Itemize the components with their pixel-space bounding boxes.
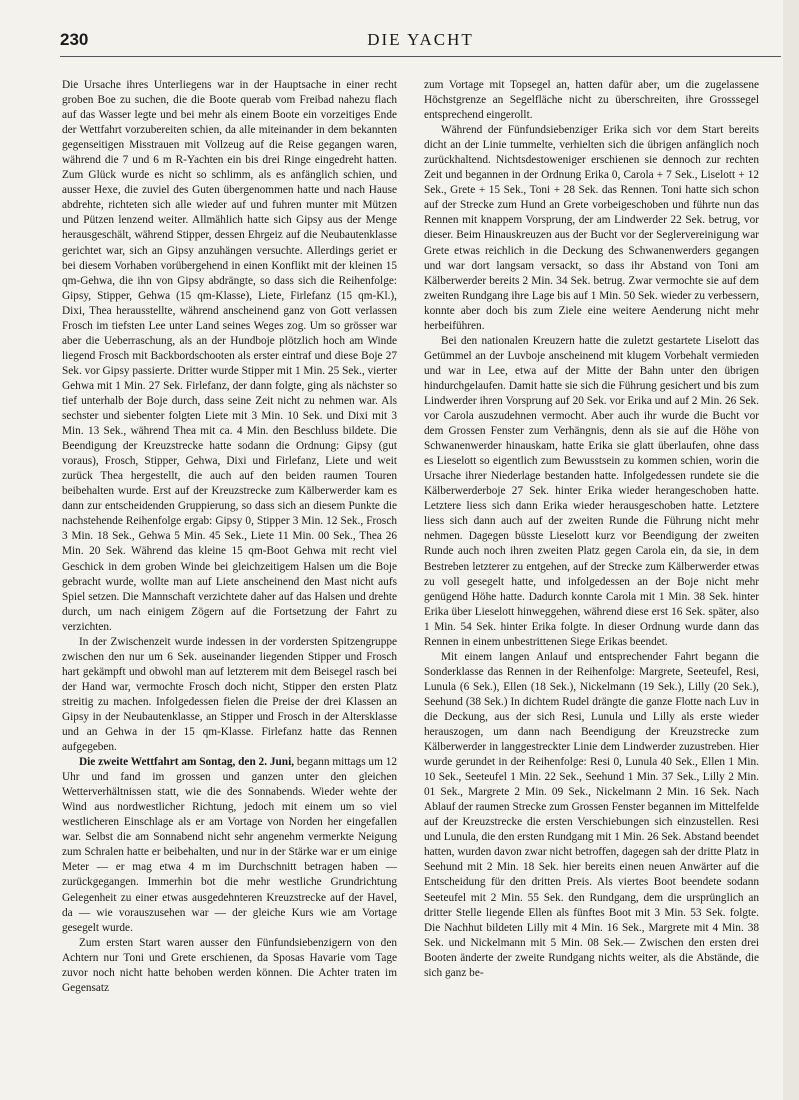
paragraph: Zum ersten Start waren ausser den Fünfundsiebenzigern von den Achtern nur Toni und Grete erschienen, da Sposas Havarie vom Tage zuvor noch nicht hatte behoben werden können. Die Achter traten im Gegensatz xyxy=(62,936,397,994)
paragraph: Mit einem langen Anlauf und entsprechender Fahrt begann die Sonderklasse das Rennen in der Reihenfolge: Margrete, Seeteufel, Resi, Lunula (6 Sek.), Ellen (18 Sek.), Nickelmann (19 Sek.), Lilly (20 Sek.), Seehund (38 Sek.) In dichtem Rudel drängte die ganze Flotte nach Luv in die Deckung, aus der sich Resi, Lunula und Lilly als erste wieder herauszogen, um dann nach Beendigung der Kreuzstrecke zum Kälberwerder in langgestreckter Linie dem Lindwerder zuzustreben. Hier wurde gerundet in der Reihenfolge: Resi 0, Lunula 40 Sek., Ellen 1 Min. 10 Sek., Seeteufel 1 Min. 22 Sek., Seehund 1 Min. 37 Sek., Lilly 2 Min. 01 Sek., Margrete 2 Min. 09 Sek., Nickelmann 2 Min. 16 Sek. Nach Ablauf der raumen Strecke zum Grossen Fenster begannen im Mittelfelde auf der Kreuzstrecke die ersten Verschiebungen sich einzustellen. Resi und Lunula, die den ersten Rundgang mit 1 Min. 26 Sek. Abstand beendet hatten, wurden davon zwar nicht betroffen, dagegen sah der dritte Platz in Seehund mit 2 Min. 18 Sek. hier bereits einen neuen Anwärter auf die Entscheidung für den dritten Preis. Als viertes Boot beendete sodann Seeteufel mit 2 Min. 55 Sek. den Rundgang, dem die ursprünglich an dritter Stelle liegende Ellen als fünftes Boot mit 3 Min. 53 Sek. folgte. Die Nachhut bildeten Lilly mit 4 Min. 16 Sek., Margrete mit 4 Min. 38 Sek. und Nickelmann mit 5 Min. 08 Sek.— Zwischen den ersten drei Booten änderte der zweite Rundgang nichts weiter, als die Abstände, die sich ganz be- xyxy=(424,650,759,979)
journal-title: DIE YACHT xyxy=(367,30,474,49)
left-column xyxy=(62,78,397,1088)
right-column xyxy=(424,78,759,1088)
paragraph: Bei den nationalen Kreuzern hatte die zuletzt gestartete Liselott das Getümmel an der Luvboje anscheinend mit klugem Vorbehalt vermieden und war in Lee, etwa auf der Mitte der Bahn unter den übrigen hindurchgelaufen. Damit hatte sie sich die Führung gesichert und bis zum Lindwerder ihren Vorsprung auf 20 Sek. vor Erika und auf 2 Min. 26 Sek. vor Carola auszudehnen vermocht. Aber auch ihr wurde die Bucht vor dem Grossen Fenster zum Verhängnis, denn als sie auf die Höhe von Schwanenwerder hinauskam, hatte Erika sie glatt überlaufen, ohne dass es Lieselott so eigentlich zum Bewusstsein zu kommen schien, worin die Ursache ihrer Niederlage bestanden hatte. Infolgedessen rundete sie die Kälberwerderboje 27 Sek. hinter Erika wieder herangeschoben hatte. Letztere liess sich dann Erika wieder herausgeschoben hatte. Letztere liess sich dann auch auf der zweiten Runde die Führung nicht mehr nehmen. Dagegen büsste Lieselott kurz vor Beendigung der zweiten Runde auch noch ihren zweiten Platz gegen Carola ein, da sie, in dem Bestreben letzterer zu entgehen, auf der Strecke zum Kälberwerder etwas zu voll gesegelt hatte, und infolgedessen an der Boje nicht mehr genügend Höhe hatte. Dadurch konnte Carola mit 1 Min. 38 Sek. hinter Erika über Lieselott hinweggehen, während diese erst 16 Sek. später, also 1 Min. 54 Sek. hinter Erika folgte. In dieser Ordnung wurde dann das Rennen in einem unbestrittenen Siege Erikas beendet. xyxy=(424,334,759,648)
page-number: 230 xyxy=(60,30,89,49)
page-edge xyxy=(783,0,799,1100)
paragraph: Während der Fünfundsiebenziger Erika sich vor dem Start bereits dicht an der Linie tummelte, verhielten sich die übrigen anfänglich noch zurückhaltend. Nichtsdestoweniger erschienen sie dennoch zur rechten Zeit und begannen in der Ordnung Erika 0, Carola + 7 Sek., Liselott + 12 Sek., Grete + 15 Sek., Toni + 28 Sek. das Rennen. Toni hatte sich schon auf der Strecke zum Hund an Grete vorbeigeschoben und führte nun das Rennen mit knappem Vorsprung, der am Lindwerder 22 Sek. betrug, vor dieser. Beim Hinauskreuzen aus der Bucht vor der Seglervereinigung war Grete etwas reichlich in die Deckung des Schwanenwerders gegangen und war dort langsam versackt, so dass ihr Abstand von Toni am Kälberwerder bereits 2 Min. 34 Sek. betrug. Zwar vermochte sie auf dem zweiten Rundgang ihre Lage bis auf 1 Min. 50 Sek. wieder zu verbessern, konnte aber doch bis zum Ziele eine weitere Aenderung nicht mehr herbeiführen. xyxy=(424,124,759,332)
paragraph-text: begann mittags um 12 Uhr und fand im grossen und ganzen unter den gleichen Wetterverhältnissen statt, wie die des Sonnabends. Wieder wehte der Wind aus nordwestlicher Richtung, jedoch mit einem um so viel westlicheren Einschlage als er am Vortage von Norden her eingefallen war. Selbst die am Sonnabend nicht sehr angenehm vermerkte Neigung zum Schralen hatte er beibehalten, und nur in der Stärke war er um einige Meter — er mag etwa 4 m im Durchschnitt betragen haben — zurückgegangen. Immerhin bot die mehr westliche Grundrichtung Gelegenheit zu einer etwas ausgedehnteren Kreuzstrecke auf der Havel, da — wie vorauszusehen war — der gleiche Kurs wie am Vortage gesegelt wurde. xyxy=(62,756,397,934)
paragraph: Die Ursache ihres Unterliegens war in der Hauptsache in einer recht groben Boe zu suchen, die die Boote querab vom Freibad nahezu flach auf das Wasser legte und bei mehr als einem Boote ein vorzeitiges Ende der Wettfahrt vorzubereiten schien, da alle miteinander in dem bekannten gegenseitigen Misstrauen mit Vollzeug auf die Reise gegangen waren, während die 7 und 6 m R-Yachten ein bis drei Ringe eingedreht hatten. Zum Glück wurde es nicht so schlimm, als es anfänglich schien, und ausser Hexe, die zuviel des Guten übergenommen hatte und nach Hause abdrehte, richteten sich alle wieder auf und fuhren munter mit Mützen und Pützen lenzend weiter. Allmählich hatte sich Gipsy aus der Menge herausgeschält, während Stipper, dessen Ehrgeiz auf die Neubautenklasse gerichtet war, sich an Gipsy anzuhängen versuchte. Allerdings geriet er bei diesem Vorhaben vorübergehend in einen Konflikt mit der kleinen 15 qm-Gehwa, die ihn von Gipsy abdrängte, so dass sich die Reihenfolge: Gipsy, Stipper, Gehwa (15 qm-Klasse), Liete, Firlefanz (15 qm-Kl.), Dixi, Thea herausstellte, während anscheinend ganz von Gott verlassen Frosch im tiefsten Lee unter Land seines Weges zog. Um so grösser war aber die Ueberraschung, als an der Hundboje plötzlich hoch am Winde liegend Frosch mit Backbordschooten als erster eintraf und diese Boje 27 Sek. vor Gipsy passierte. Dritter wurde Stipper mit 1 Min. 25 Sek., vierter Gehwa mit 1 Min. 27 Sek. Firlefanz, der dann folgte, ging als nächster so tief unterhalb der Boje durch, dass seine Zeit nicht zu nehmen war. Als sechster und siebenter folgten Liete mit 3 Min. 10 Sek. und Dixi mit 3 Min. 13 Sek., während Thea mit ca. 4 Min. den Beschluss bildete. Die Beendigung der Kreuzstrecke hatte sodann die Ordnung: Gipsy (gut voraus), Frosch, Stipper, Gehwa, Dixi und Firlefanz, Liete und weit zurück Thea hergestellt, die auch auf den beiden raumen Touren beibehalten wurde. Erst auf der Kreuzstrecke zum Kälberwerder kam es dann zur entscheidenden Gruppierung, so dass sich an diesem Punkte die nachstehende Reihenfolge ergab: Gipsy 0, Stipper 3 Min. 12 Sek., Frosch 3 Min. 18 Sek., Gehwa 5 Min. 45 Sek., Liete 11 Min. 00 Sek., Thea 26 Min. 20 Sek. Während das kleine 15 qm-Boot Gehwa mit recht viel Geschick in dem groben Winde bei gleichzeitigem Halsen um die Boje gebracht wurde, wollte man auf Liete anscheinend den Mast nicht aufs Spiel setzen. Die Mannschaft verzichtete daher auf das Halsen und drehte durch, um nach einigem Zögern auf die Fortsetzung der Fahrt zu verzichten. xyxy=(62,79,397,633)
section-heading: Die zweite Wettfahrt am Sontag, den 2. Juni, xyxy=(78,756,295,769)
paragraph: zum Vortage mit Topsegel an, hatten dafür aber, um die zugelassene Höchstgrenze an Segelfläche nicht zu überschreiten, ihre Grosssegel entsprechend eingerollt. xyxy=(424,79,759,122)
paragraph: In der Zwischenzeit wurde indessen in der vordersten Spitzengruppe zwischen den nur um 6 Sek. auseinander liegenden Stipper und Frosch hart gekämpft und obwohl man auf letzterem mit dem Beisegel rasch bei der Hand war, vermochte Frosch doch nicht, Stipper den ersten Platz streitig zu machen. Infolgedessen fielen die Preise der drei Klassen an Gipsy in der Neubautenklasse, an Stipper und Frosch in der Altersklasse und an Gehwa in der 15 qm-Klasse. Firlefanz hatte das Rennen aufgegeben. xyxy=(62,635,397,754)
paragraph xyxy=(62,755,397,936)
page-header xyxy=(60,30,781,57)
